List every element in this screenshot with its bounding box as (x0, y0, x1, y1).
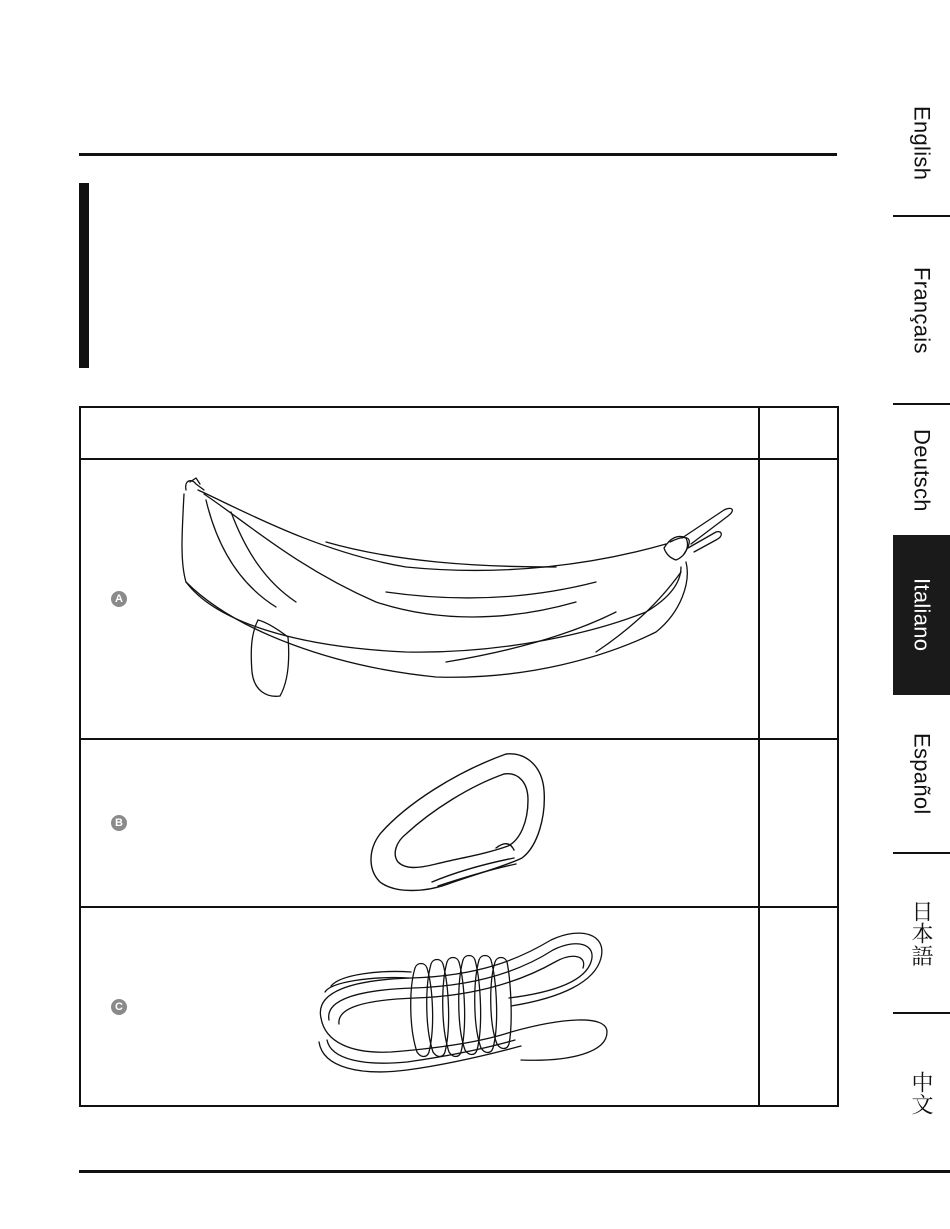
tab-deutsch[interactable]: Deutsch (909, 428, 935, 512)
tab-english[interactable]: English (909, 106, 935, 181)
tab-francais[interactable]: Français (909, 266, 935, 354)
hammock-illustration (176, 472, 746, 707)
carabiner-illustration (366, 746, 556, 896)
tab-italiano[interactable]: Italiano (893, 535, 950, 695)
tab-espanol[interactable]: Español (909, 732, 935, 815)
table-row (81, 460, 757, 738)
footer-rule (79, 1170, 950, 1173)
section-marker-bar (79, 183, 89, 368)
table-row (81, 740, 757, 906)
parts-table (79, 406, 839, 1107)
part-badge: C (111, 999, 127, 1015)
part-badge: B (111, 815, 127, 831)
table-row (81, 908, 757, 1105)
rope-coil-illustration (311, 922, 611, 1078)
tab-chinese[interactable]: 中文 (909, 1070, 934, 1116)
table-column-divider (758, 408, 760, 1105)
tab-japanese[interactable]: 日本語 (909, 899, 934, 967)
part-badge: A (111, 591, 127, 607)
header-rule (79, 153, 837, 156)
